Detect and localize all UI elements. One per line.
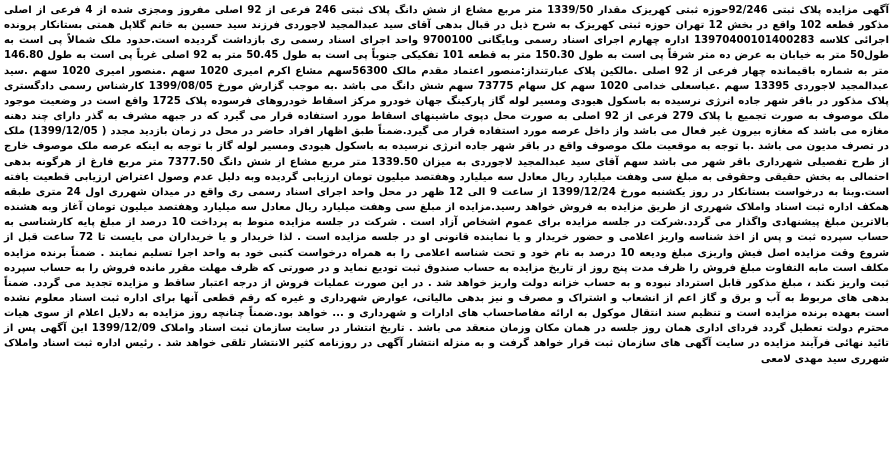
auction-notice-body: آگهی مزایده پلاک ثبتی 92/246حوزه ثبتی کهریزک مقدار 1339/50 متر مربع مشاع از شش دانگ پلاک ثبتی 246 فرعی از 92 اصلی مفروز ومجزی شده از 4 فرعی از اصلی مذکور قطعه 102 واقع در بخش 12 تهران حوزه ثبتی کهریزک به شرح ذیل در قبال بدهی آقای سید عبدالمجید لاجوردی فرزند سید حسین به خانم گلاپل همتی بستانکار پرونده اجرائی کلاسه 13970400101400283 اداره چهارم اجرای اسناد رسمی وبایگانی 9700100 واحد اجرای اسناد رسمی ری بازداشت گردیده است.حدود ملک شمالاً پی است به طول50 متر به خیابان به عرض ده متر شرقاً پی است به طول 150.30 متر به قطعه 101 تفکیکی جنوباً پی است به طول 50.45 متر به 92 اصلی غرباً پی است به طول 146.80 متر به شماره باقیمانده چهار فرعی از 92 اصلی .مالکین پلاک عبارتنداز:منصور اعتماد مقدم مالک 56300سهم مشاع اکرم امیری 1020 سهم .منصور امیری 1020 سهم .سید عبدالمجید لاجوردی 13395 سهم .عباسعلی خدامی 1020 سهم کل سهام 73775 سهم شش دانگ می باشد .به موجب گزارش مورخ 1399/08/05 کارشناس رسمی دادگستری پلاک مذکور در باقر شهر جاده انرژی نرسیده به باسکول هیودی ومسیر لوله گاز پارکینگ جهان خودرو مرکز اسقاط خودروهای فرسوده پلاک 1725 واقع است در وضعیت موجود ملک موصوف به صورت تجمیع با پلاک 279 فرعی از 92 اصلی به صورت محل دپوی ماشینهای اسقاط مورد استفاده قرار می گیرد که در جبهه مشرف به گذر دارای چند دهنه مغازه می باشد که مغازه بیرون غیر فعال می باشد واز داخل عرصه مورد استفاده قرار می گیرد.ضمناً طبق اظهار افراد حاضر در محل در زمان بازدید مجدد ( 1399/12/05) ملک در تصرف مدیون می باشد .با توجه به موقعیت ملک موصوف واقع در باقر شهر جاده انرژی نرسیده به باسکول هیودی ومسیر لوله گاز با توجه به اینکه عرصه ملک موصوف خارج از طرح تفصیلی شهرداری باقر شهر می باشد سهم آقای سید عبدالمجید لاجوردی به میزان 1339.50 متر مربع مشاع از شش دانگ 7377.50 متر مربع فارغ از هرگونه بدهی احتمالی به بخش حقیقی وحقوقی به مبلغ سی وهفت میلیارد ریال معادل سه میلیارد وهفتصد میلیون تومان ارزیابی گردیده وبه دلیل عدم وصول اعتراض ارزیابی قطعیت یافته است.وبنا به درخواست بستانکار در روز یکشنبه مورخ 1399/12/24 از ساعت 9 الی 12 ظهر در محل واحد اجرای اسناد رسمی ری واقع در میدان شهرری اول 24 متری طبقه همکف اداره ثبت اسناد واملاک شهرری از طریق مزایده به فروش خواهد رسید.مزایده از مبلغ سی وهفت میلیارد ریال معادل سه میلیارد وهفتصد میلیون تومان آغاز وبه هشنده بالاترین مبلغ پیشنهادی واگذار می گردد.شرکت در جلسه مزایده برای عموم اشخاص آزاد است . شرکت در جلسه مزایده منوط به پرداخت 10 درصد از مبلغ پایه کارشناسی به حساب سپرده ثبت و پس از اخذ شناسه واریز اعلامی و حضور خریدار و یا نماینده قانونی او در جلسه مزایده است . لذا خریدار و یا خریداران می بایست تا 72 ساعت قبل از شروع وقت مزایده اصل فیش واریزی مبلغ ودیعه 10 درصد به نام خود و تحت شناسه اعلامی را به همراه درخواست کتبی خود به واحد اجرا تسلیم نمایند . ضمناً برنده مزایده مکلف است مابه التفاوت مبلغ فروش را ظرف مدت پنج روز از تاریخ مزایده به حساب صندوق ثبت تودیع نماید و در صورتی که ظرف مهلت مقرر مانده فروش را به حساب سپرده ثبت واریز نکند ، مبلغ مذکور قابل استرداد نبوده و به حساب خزانه دولت واریز خواهد شد . در این صورت عملیات فروش از درجه اعتبار ساقط و مزایده تجدید می گردد. ضمناً بدهی های مربوط به آب و برق و گاز اعم از انشعاب و اشتراک و مصرف و نیز بدهی مالیاتی، عوارض شهرداری و غیره که رقم قطعی آنها برای اداره ثبت اسناد معلوم نشده است بعهده برنده مزایده است و تنظیم سند انتقال موکول به ارائه مفاصاحساب های ادارات و شهرداری و ... خواهد بود.ضمناً چنانچه روز مزایده به دلایل اعلام از سوی هیات محترم دولت تعطیل گردد فردای اداری همان روز جلسه در همان مکان وزمان منعقد می باشد . تاریخ انتشار در سایت سازمان ثبت اسناد واملاک 1399/12/09 این آگهی پس از تائید نهائی فرآیند مزایده در سایت آگهی های سازمان ثبت قرار خواهد گرفت و به منزله انتشار آگهی در روزنامه کثیر الانتشار تلقی خواهد شد . رئیس اداره ثبت اسناد واملاک شهرری سید مهدی لامعی <box>4 5 890 365</box>
